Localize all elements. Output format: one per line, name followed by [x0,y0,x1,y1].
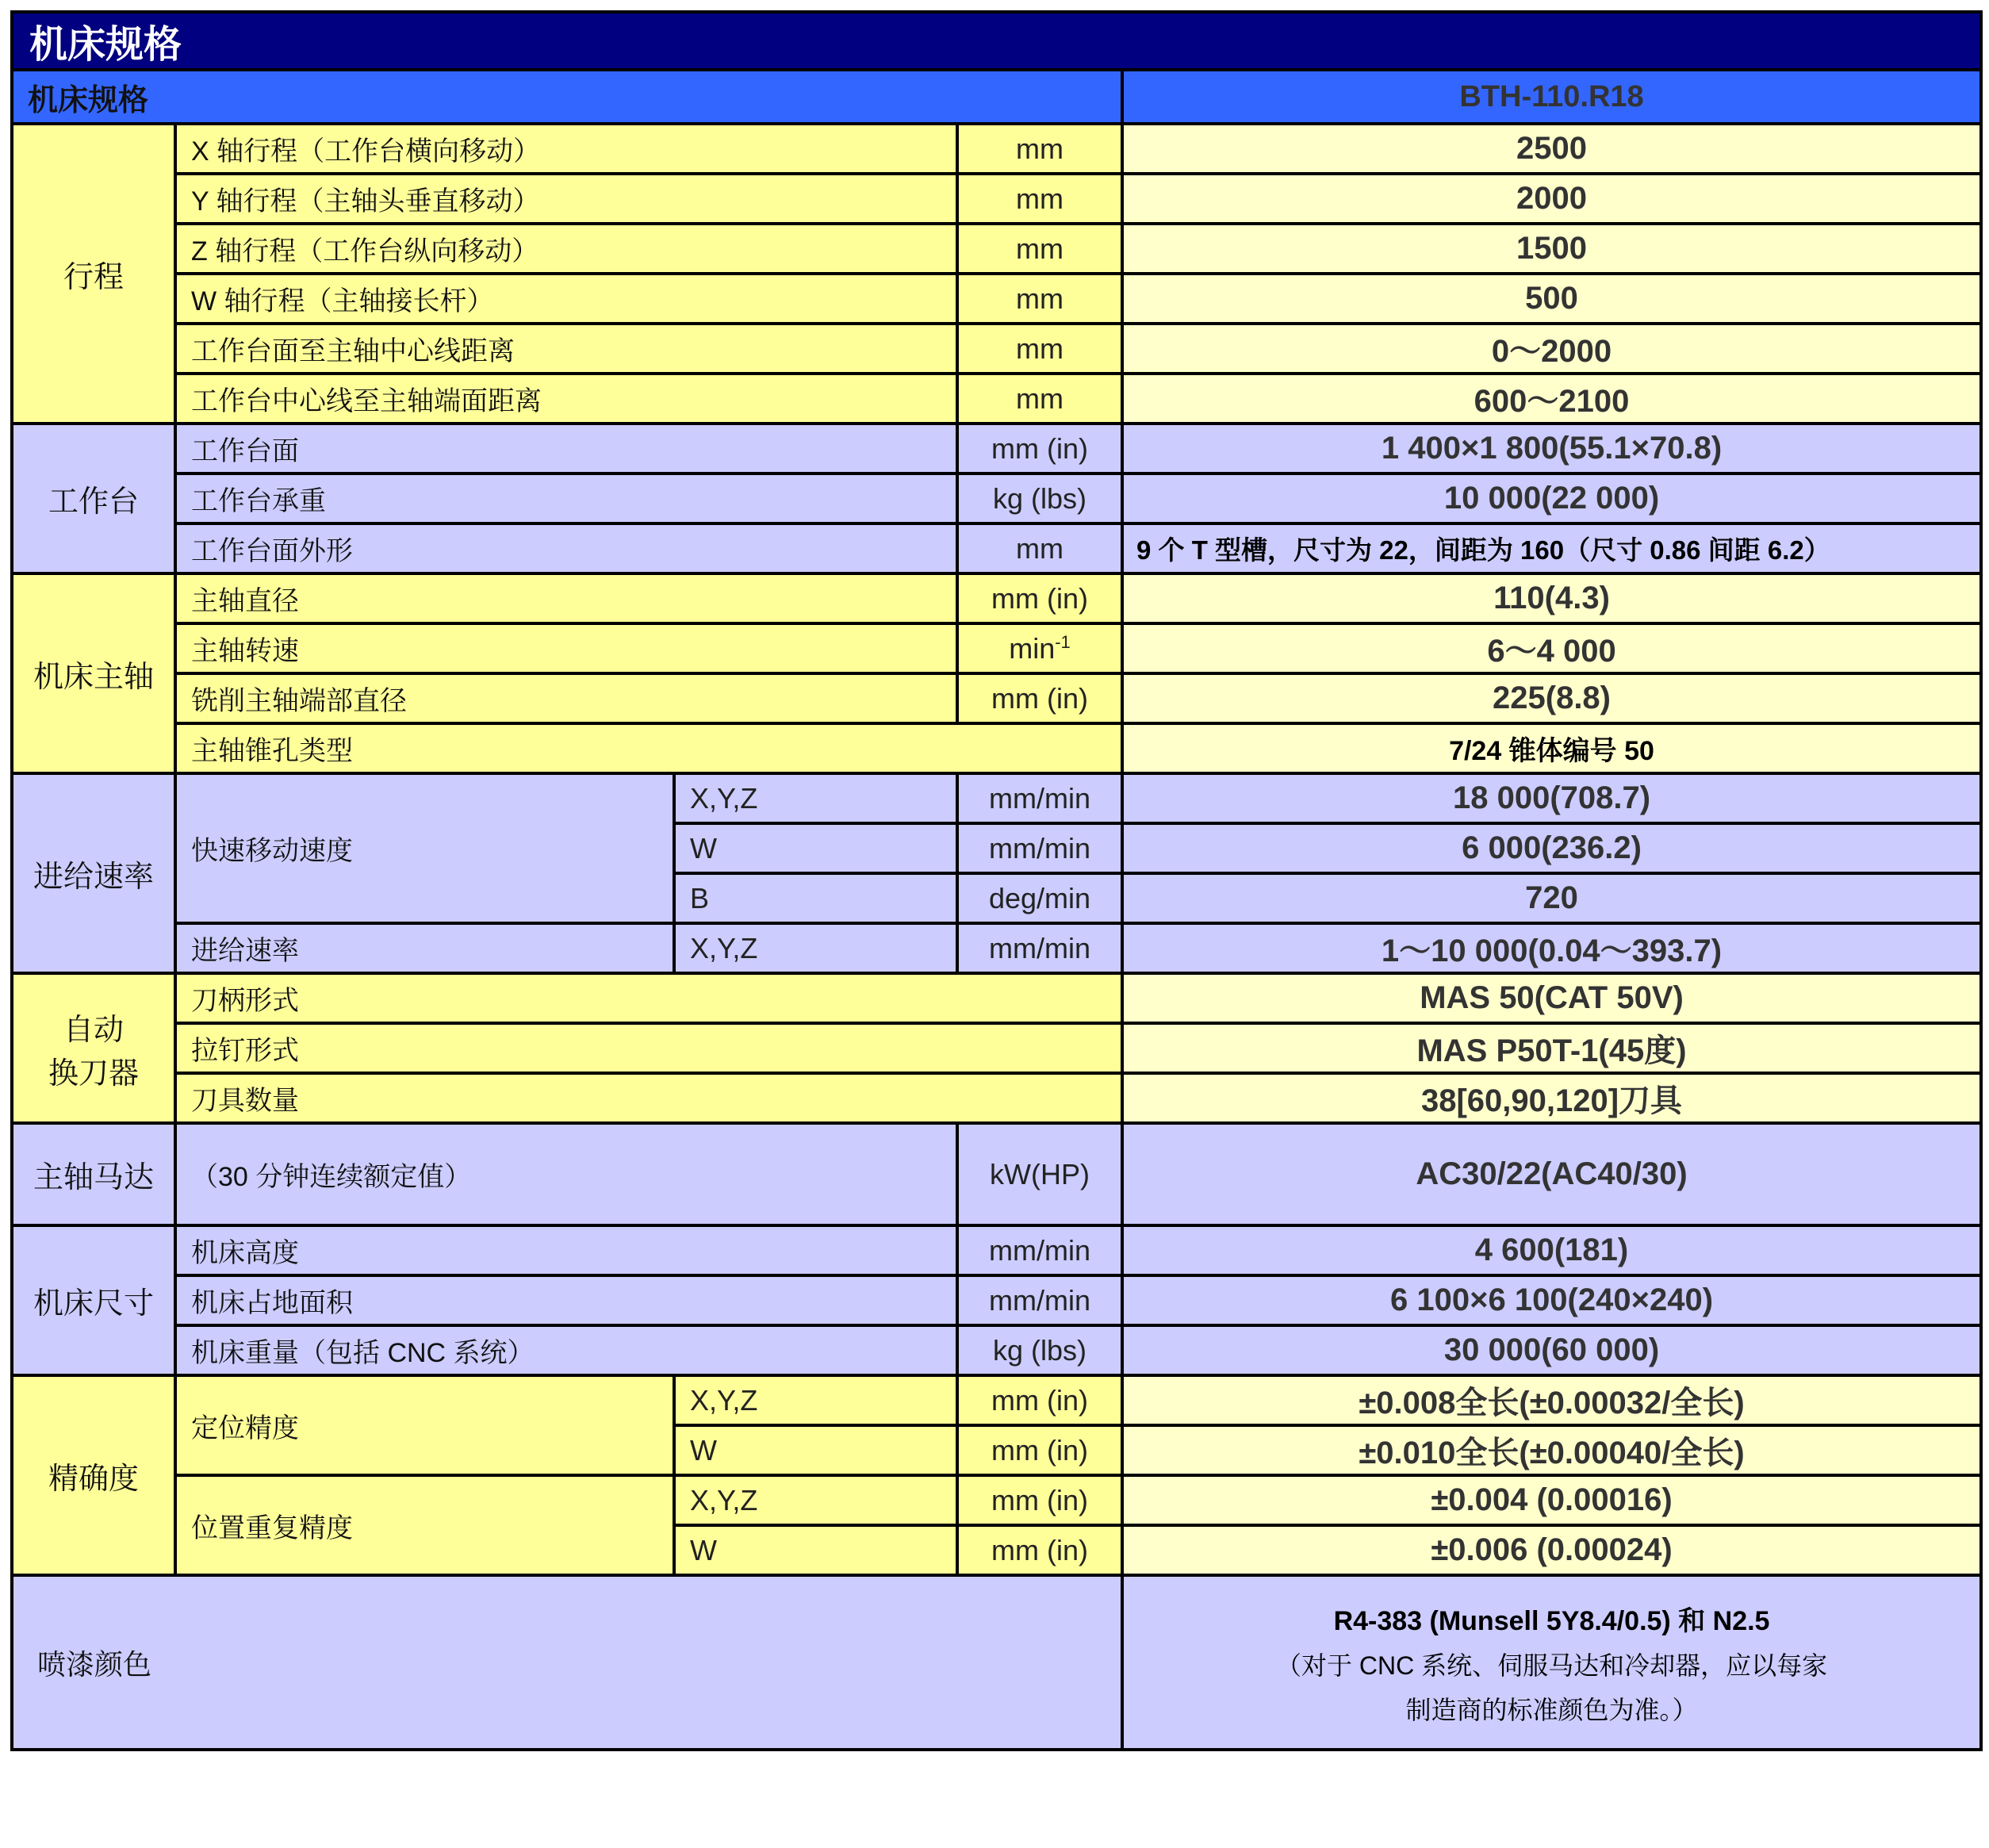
row-label: 工作台面外形 [175,523,957,573]
row-unit: mm [957,374,1122,424]
positioning-label: 定位精度 [175,1375,674,1475]
row-label: 工作台面 [175,424,957,474]
table-row [12,723,1981,773]
table-row [12,1275,1981,1325]
row-unit: mm [957,124,1122,174]
group-worktable: 工作台 [12,424,175,573]
group-accuracy: 精确度 [12,1375,175,1575]
group-atc-line2: 换刀器 [48,1056,139,1091]
row-unit: mm (in) [957,424,1122,474]
row-value: 110(4.3) [1122,573,1981,623]
table-row [12,523,1981,573]
row-unit: mm (in) [957,1525,1122,1575]
row-value: 7/24 锥体编号 50 [1122,723,1981,773]
row-value: 600～2100 [1122,374,1981,424]
row-value: MAS 50(CAT 50V) [1122,973,1981,1023]
paint-note-line2: 制造商的标准颜色为准。） [1405,1695,1698,1724]
row-value: 6 000(236.2) [1122,823,1981,873]
unit-base: min [1009,631,1056,665]
table-row [12,224,1981,274]
table-row [12,1475,1981,1525]
row-value: 2500 [1122,124,1981,174]
table-row [12,1225,1981,1275]
row-label: 工作台中心线至主轴端面距离 [175,374,957,424]
row-label: Z 轴行程（工作台纵向移动） [175,224,957,274]
paint-color-spec: R4-383 (Munsell 5Y8.4/0.5) 和 N2.5 [1333,1605,1770,1636]
header-model: BTH-110.R18 [1122,70,1981,124]
group-motor: 主轴马达 [12,1123,175,1225]
row-value: 4 600(181) [1122,1225,1981,1275]
row-value: ±0.004 (0.00016) [1122,1475,1981,1525]
row-value: MAS P50T-1(45度) [1122,1023,1981,1073]
row-label: X 轴行程（工作台横向移动） [175,124,957,174]
row-unit: mm/min [957,773,1122,823]
row-value: 30 000(60 000) [1122,1325,1981,1375]
unit-exponent: -1 [1055,631,1071,652]
rapid-label: 快速移动速度 [175,773,674,923]
row-unit: kg (lbs) [957,474,1122,523]
table-row [12,1123,1981,1225]
row-label: Y 轴行程（主轴头垂直移动） [175,174,957,224]
row-value: 720 [1122,873,1981,923]
paint-note-line1: （对于 CNC 系统、伺服马达和冷却器，应以每家 [1275,1651,1828,1680]
paint-value [1122,1575,1981,1750]
table-row [12,374,1981,424]
row-unit: mm (in) [957,573,1122,623]
row-label: 机床高度 [175,1225,957,1275]
table-row [12,1023,1981,1073]
row-unit: mm (in) [957,1425,1122,1475]
table-row [12,573,1981,623]
table-title: 机床规格 [12,12,1981,70]
table-row [12,174,1981,224]
row-value: 1～10 000(0.04～393.7) [1122,923,1981,973]
row-value: 0～2000 [1122,324,1981,374]
row-unit: kg (lbs) [957,1325,1122,1375]
row-label: 机床重量（包括 CNC 系统） [175,1325,957,1375]
row-axis: X,Y,Z [674,1475,957,1525]
row-value: ±0.008全长(±0.00032/全长) [1122,1375,1981,1425]
row-unit: mm [957,324,1122,374]
row-unit: mm/min [957,1275,1122,1325]
machine-spec-table [10,10,1983,1751]
row-value: 500 [1122,274,1981,324]
row-value: 9 个 T 型槽，尺寸为 22，间距为 160（尺寸 0.86 间距 6.2） [1122,523,1981,573]
paint-label: 喷漆颜色 [12,1575,1122,1750]
table-row [12,124,1981,174]
table-row [12,474,1981,523]
row-label: 进给速率 [175,923,674,973]
table-row [12,1375,1981,1425]
table-row [12,623,1981,673]
row-label: 主轴锥孔类型 [175,723,1122,773]
row-axis: W [674,1425,957,1475]
table-row [12,923,1981,973]
row-value: 10 000(22 000) [1122,474,1981,523]
row-unit: mm/min [957,823,1122,873]
row-value: ±0.010全长(±0.00040/全长) [1122,1425,1981,1475]
row-unit: mm/min [957,923,1122,973]
group-travel: 行程 [12,124,175,424]
row-unit: mm (in) [957,1375,1122,1425]
row-unit: mm [957,274,1122,324]
group-dimensions: 机床尺寸 [12,1225,175,1375]
table-row [12,673,1981,723]
row-value: 1 400×1 800(55.1×70.8) [1122,424,1981,474]
header-label: 机床规格 [12,70,1122,124]
row-axis: W [674,823,957,873]
table-row [12,424,1981,474]
row-value: AC30/22(AC40/30) [1122,1123,1981,1225]
row-value: 18 000(708.7) [1122,773,1981,823]
row-unit: mm/min [957,1225,1122,1275]
row-unit: mm (in) [957,673,1122,723]
row-axis: X,Y,Z [674,773,957,823]
row-value: 2000 [1122,174,1981,224]
table-row [12,274,1981,324]
row-label: 工作台面至主轴中心线距离 [175,324,957,374]
row-label: 铣削主轴端部直径 [175,673,957,723]
row-unit [957,623,1122,673]
row-label: 主轴转速 [175,623,957,673]
table-row [12,1325,1981,1375]
row-unit: mm [957,224,1122,274]
row-unit: mm (in) [957,1475,1122,1525]
table-row [12,1073,1981,1123]
row-axis: B [674,873,957,923]
row-unit: mm [957,174,1122,224]
table-row [12,773,1981,823]
row-unit: kW(HP) [957,1123,1122,1225]
row-label: 刀柄形式 [175,973,1122,1023]
group-atc [12,973,175,1123]
row-axis: W [674,1525,957,1575]
group-spindle: 机床主轴 [12,573,175,773]
row-value: 225(8.8) [1122,673,1981,723]
row-value: 1500 [1122,224,1981,274]
row-axis: X,Y,Z [674,923,957,973]
row-label: 拉钉形式 [175,1023,1122,1073]
row-value: 38[60,90,120]刀具 [1122,1073,1981,1123]
row-label: 机床占地面积 [175,1275,957,1325]
row-label: （30 分钟连续额定值） [175,1123,957,1225]
group-atc-line1: 自动 [63,1013,124,1047]
row-value: 6～4 000 [1122,623,1981,673]
group-feed: 进给速率 [12,773,175,973]
table-row [12,1575,1981,1750]
repeatability-label: 位置重复精度 [175,1475,674,1575]
row-axis: X,Y,Z [674,1375,957,1425]
table-row [12,324,1981,374]
row-label: W 轴行程（主轴接长杆） [175,274,957,324]
row-value: 6 100×6 100(240×240) [1122,1275,1981,1325]
row-label: 主轴直径 [175,573,957,623]
row-unit: mm [957,523,1122,573]
row-label: 工作台承重 [175,474,957,523]
row-value: ±0.006 (0.00024) [1122,1525,1981,1575]
row-unit: deg/min [957,873,1122,923]
row-label: 刀具数量 [175,1073,1122,1123]
table-row [12,973,1981,1023]
